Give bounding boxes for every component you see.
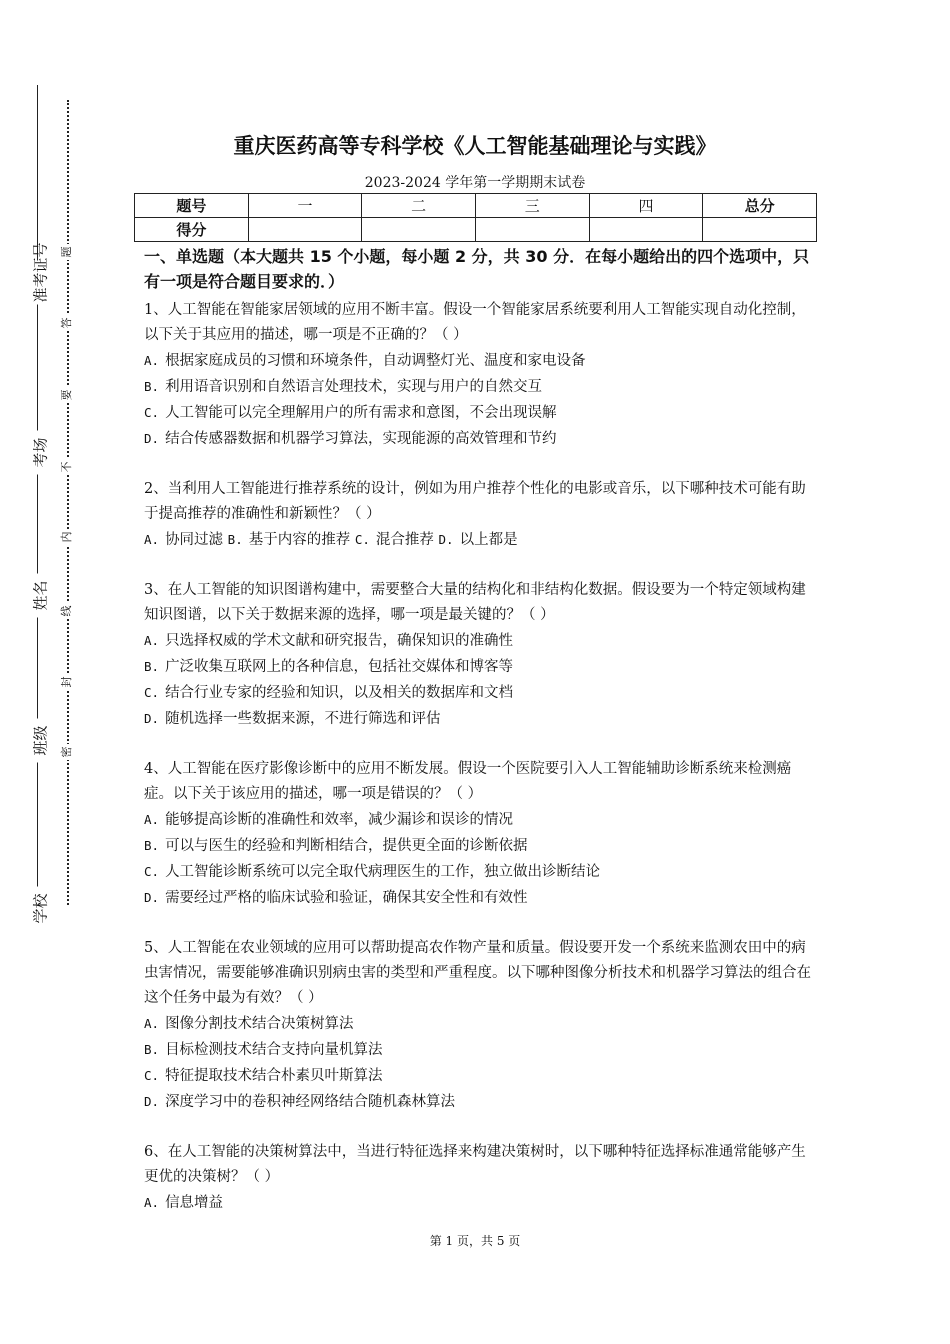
option-letter: B.	[144, 659, 160, 674]
option-letter: B.	[144, 838, 160, 853]
option	[144, 807, 816, 833]
seal-dotted-line	[67, 100, 69, 905]
question-2	[144, 477, 816, 553]
field-school: 学校	[30, 887, 51, 931]
score-header-cell: 四	[589, 194, 703, 218]
option	[144, 1190, 816, 1216]
binding-margin	[0, 0, 120, 1344]
inline-options	[144, 527, 816, 553]
score-cell	[589, 218, 703, 242]
option-text: 混合推荐	[375, 532, 434, 548]
option-letter: C.	[144, 685, 160, 700]
seal-char: 不	[60, 459, 74, 475]
option-text: 以上都是	[459, 532, 518, 548]
option-letter: A.	[144, 1195, 160, 1210]
option-text: 基于内容的推荐	[248, 532, 351, 548]
option	[144, 400, 816, 426]
question-stem: 6、在人工智能的决策树算法中，当进行特征选择来构建决策树时，以下哪种特征选择标准通常能够产生更优的决策树？（ ）	[144, 1144, 806, 1185]
option-letter: B.	[227, 532, 243, 547]
option-letter: C.	[144, 405, 160, 420]
score-header-cell: 题号	[135, 194, 249, 218]
option	[144, 1011, 816, 1037]
score-table	[134, 193, 817, 242]
option-text: 深度学习中的卷积神经网络结合随机森林算法	[165, 1094, 456, 1110]
score-table-score-row	[135, 218, 817, 242]
seal-char: 题	[60, 244, 74, 260]
option-letter: D.	[144, 431, 160, 446]
option-text: 协同过滤	[165, 532, 224, 548]
exam-title: 重庆医药高等专科学校《人工智能基础理论与实践》	[233, 134, 717, 158]
seal-char: 答	[60, 315, 74, 331]
option	[144, 859, 816, 885]
option-letter: D.	[438, 532, 454, 547]
score-header-cell: 三	[475, 194, 589, 218]
option	[144, 348, 816, 374]
option-text: 利用语音识别和自然语言处理技术，实现与用户的自然交互	[165, 379, 543, 395]
option-text: 信息增益	[165, 1195, 224, 1211]
option-text: 可以与医生的经验和判断相结合，提供更全面的诊断依据	[165, 838, 528, 854]
seal-char: 封	[60, 674, 74, 690]
exam-content	[144, 244, 816, 1216]
option-text: 图像分割技术结合决策树算法	[165, 1016, 354, 1032]
option-text: 需要经过严格的临床试验和验证，确保其安全性和有效性	[165, 890, 528, 906]
option	[144, 654, 816, 680]
option	[144, 628, 816, 654]
question-4	[144, 757, 816, 911]
score-header-cell: 总分	[703, 194, 817, 218]
option-letter: B.	[144, 1042, 160, 1057]
option	[144, 885, 816, 911]
option-text: 特征提取技术结合朴素贝叶斯算法	[165, 1068, 383, 1084]
option-letter: B.	[144, 379, 160, 394]
option-text: 只选择权威的学术文献和研究报告，确保知识的准确性	[165, 633, 514, 649]
question-stem: 1、人工智能在智能家居领域的应用不断丰富。假设一个智能家居系统要利用人工智能实现自动化控制，以下关于其应用的描述，哪一项是不正确的？（ ）	[144, 302, 806, 343]
option-text: 随机选择一些数据来源，不进行筛选和评估	[165, 711, 441, 727]
option-text: 人工智能可以完全理解用户的所有需求和意图，不会出现误解	[165, 405, 557, 421]
option-letter: A.	[144, 532, 160, 547]
seal-char: 内	[60, 529, 74, 545]
score-table-header-row	[135, 194, 817, 218]
option-text: 根据家庭成员的习惯和环境条件，自动调整灯光、温度和家电设备	[165, 353, 586, 369]
option-letter: A.	[144, 633, 160, 648]
option-letter: C.	[354, 532, 370, 547]
question-5	[144, 936, 816, 1115]
score-cell	[475, 218, 589, 242]
question-stem: 2、当利用人工智能进行推荐系统的设计，例如为用户推荐个性化的电影或音乐，以下哪种技术可能有助于提高推荐的准确性和新颖性？（ ）	[144, 481, 806, 522]
option	[144, 833, 816, 859]
question-1	[144, 298, 816, 452]
option-letter: A.	[144, 812, 160, 827]
field-exam-room: 考场	[30, 431, 51, 475]
option-letter: D.	[144, 890, 160, 905]
binding-line	[37, 85, 38, 925]
option-letter: D.	[144, 1094, 160, 1109]
field-name: 姓名	[30, 574, 51, 618]
score-row-label: 得分	[135, 218, 249, 242]
option-letter: C.	[144, 864, 160, 879]
seal-char: 要	[60, 387, 74, 403]
page-footer: 第 1 页，共 5 页	[429, 1234, 521, 1248]
option	[144, 1063, 816, 1089]
exam-subtitle: 2023-2024 学年第一学期期末试卷	[364, 175, 586, 191]
option-letter: A.	[144, 1016, 160, 1031]
option	[144, 374, 816, 400]
section-heading: 一、单选题（本大题共 15 个小题，每小题 2 分，共 30 分．在每小题给出的四个选项中，只有一项是符合题目要求的．）	[144, 247, 810, 291]
option-text: 广泛收集互联网上的各种信息，包括社交媒体和博客等	[165, 659, 514, 675]
option-text: 目标检测技术结合支持向量机算法	[165, 1042, 383, 1058]
field-class: 班级	[30, 719, 51, 763]
option	[144, 1037, 816, 1063]
seal-char: 线	[60, 603, 74, 619]
option-text: 能够提高诊断的准确性和效率，减少漏诊和误诊的情况	[165, 812, 514, 828]
option-text: 结合行业专家的经验和知识，以及相关的数据库和文档	[165, 685, 514, 701]
score-header-cell: 一	[248, 194, 362, 218]
question-stem: 5、人工智能在农业领域的应用可以帮助提高农作物产量和质量。假设要开发一个系统来监测农田中的病虫害情况，需要能够准确识别病虫害的类型和严重程度。以下哪种图像分析技术和机器学习算法的组合在这个任务中最为有效？（ ）	[144, 940, 811, 1006]
option-letter: A.	[144, 353, 160, 368]
option	[144, 1089, 816, 1115]
score-cell	[362, 218, 476, 242]
score-header-cell: 二	[362, 194, 476, 218]
question-stem: 4、人工智能在医疗影像诊断中的应用不断发展。假设一个医院要引入人工智能辅助诊断系统来检测癌症。以下关于该应用的描述，哪一项是错误的？（ ）	[144, 761, 792, 802]
question-stem: 3、在人工智能的知识图谱构建中，需要整合大量的结构化和非结构化数据。假设要为一个特定领域构建知识图谱，以下关于数据来源的选择，哪一项是最关键的？（ ）	[144, 582, 806, 623]
score-cell	[248, 218, 362, 242]
seal-char: 密	[60, 744, 74, 760]
question-3	[144, 578, 816, 732]
option-letter: D.	[144, 711, 160, 726]
option-text: 结合传感器数据和机器学习算法，实现能源的高效管理和节约	[165, 431, 557, 447]
question-6	[144, 1140, 816, 1216]
field-exam-number: 准考证号	[31, 242, 50, 303]
option-text: 人工智能诊断系统可以完全取代病理医生的工作，独立做出诊断结论	[165, 864, 601, 880]
option	[144, 680, 816, 706]
option-letter: C.	[144, 1068, 160, 1083]
score-cell	[703, 218, 817, 242]
option	[144, 706, 816, 732]
option	[144, 426, 816, 452]
